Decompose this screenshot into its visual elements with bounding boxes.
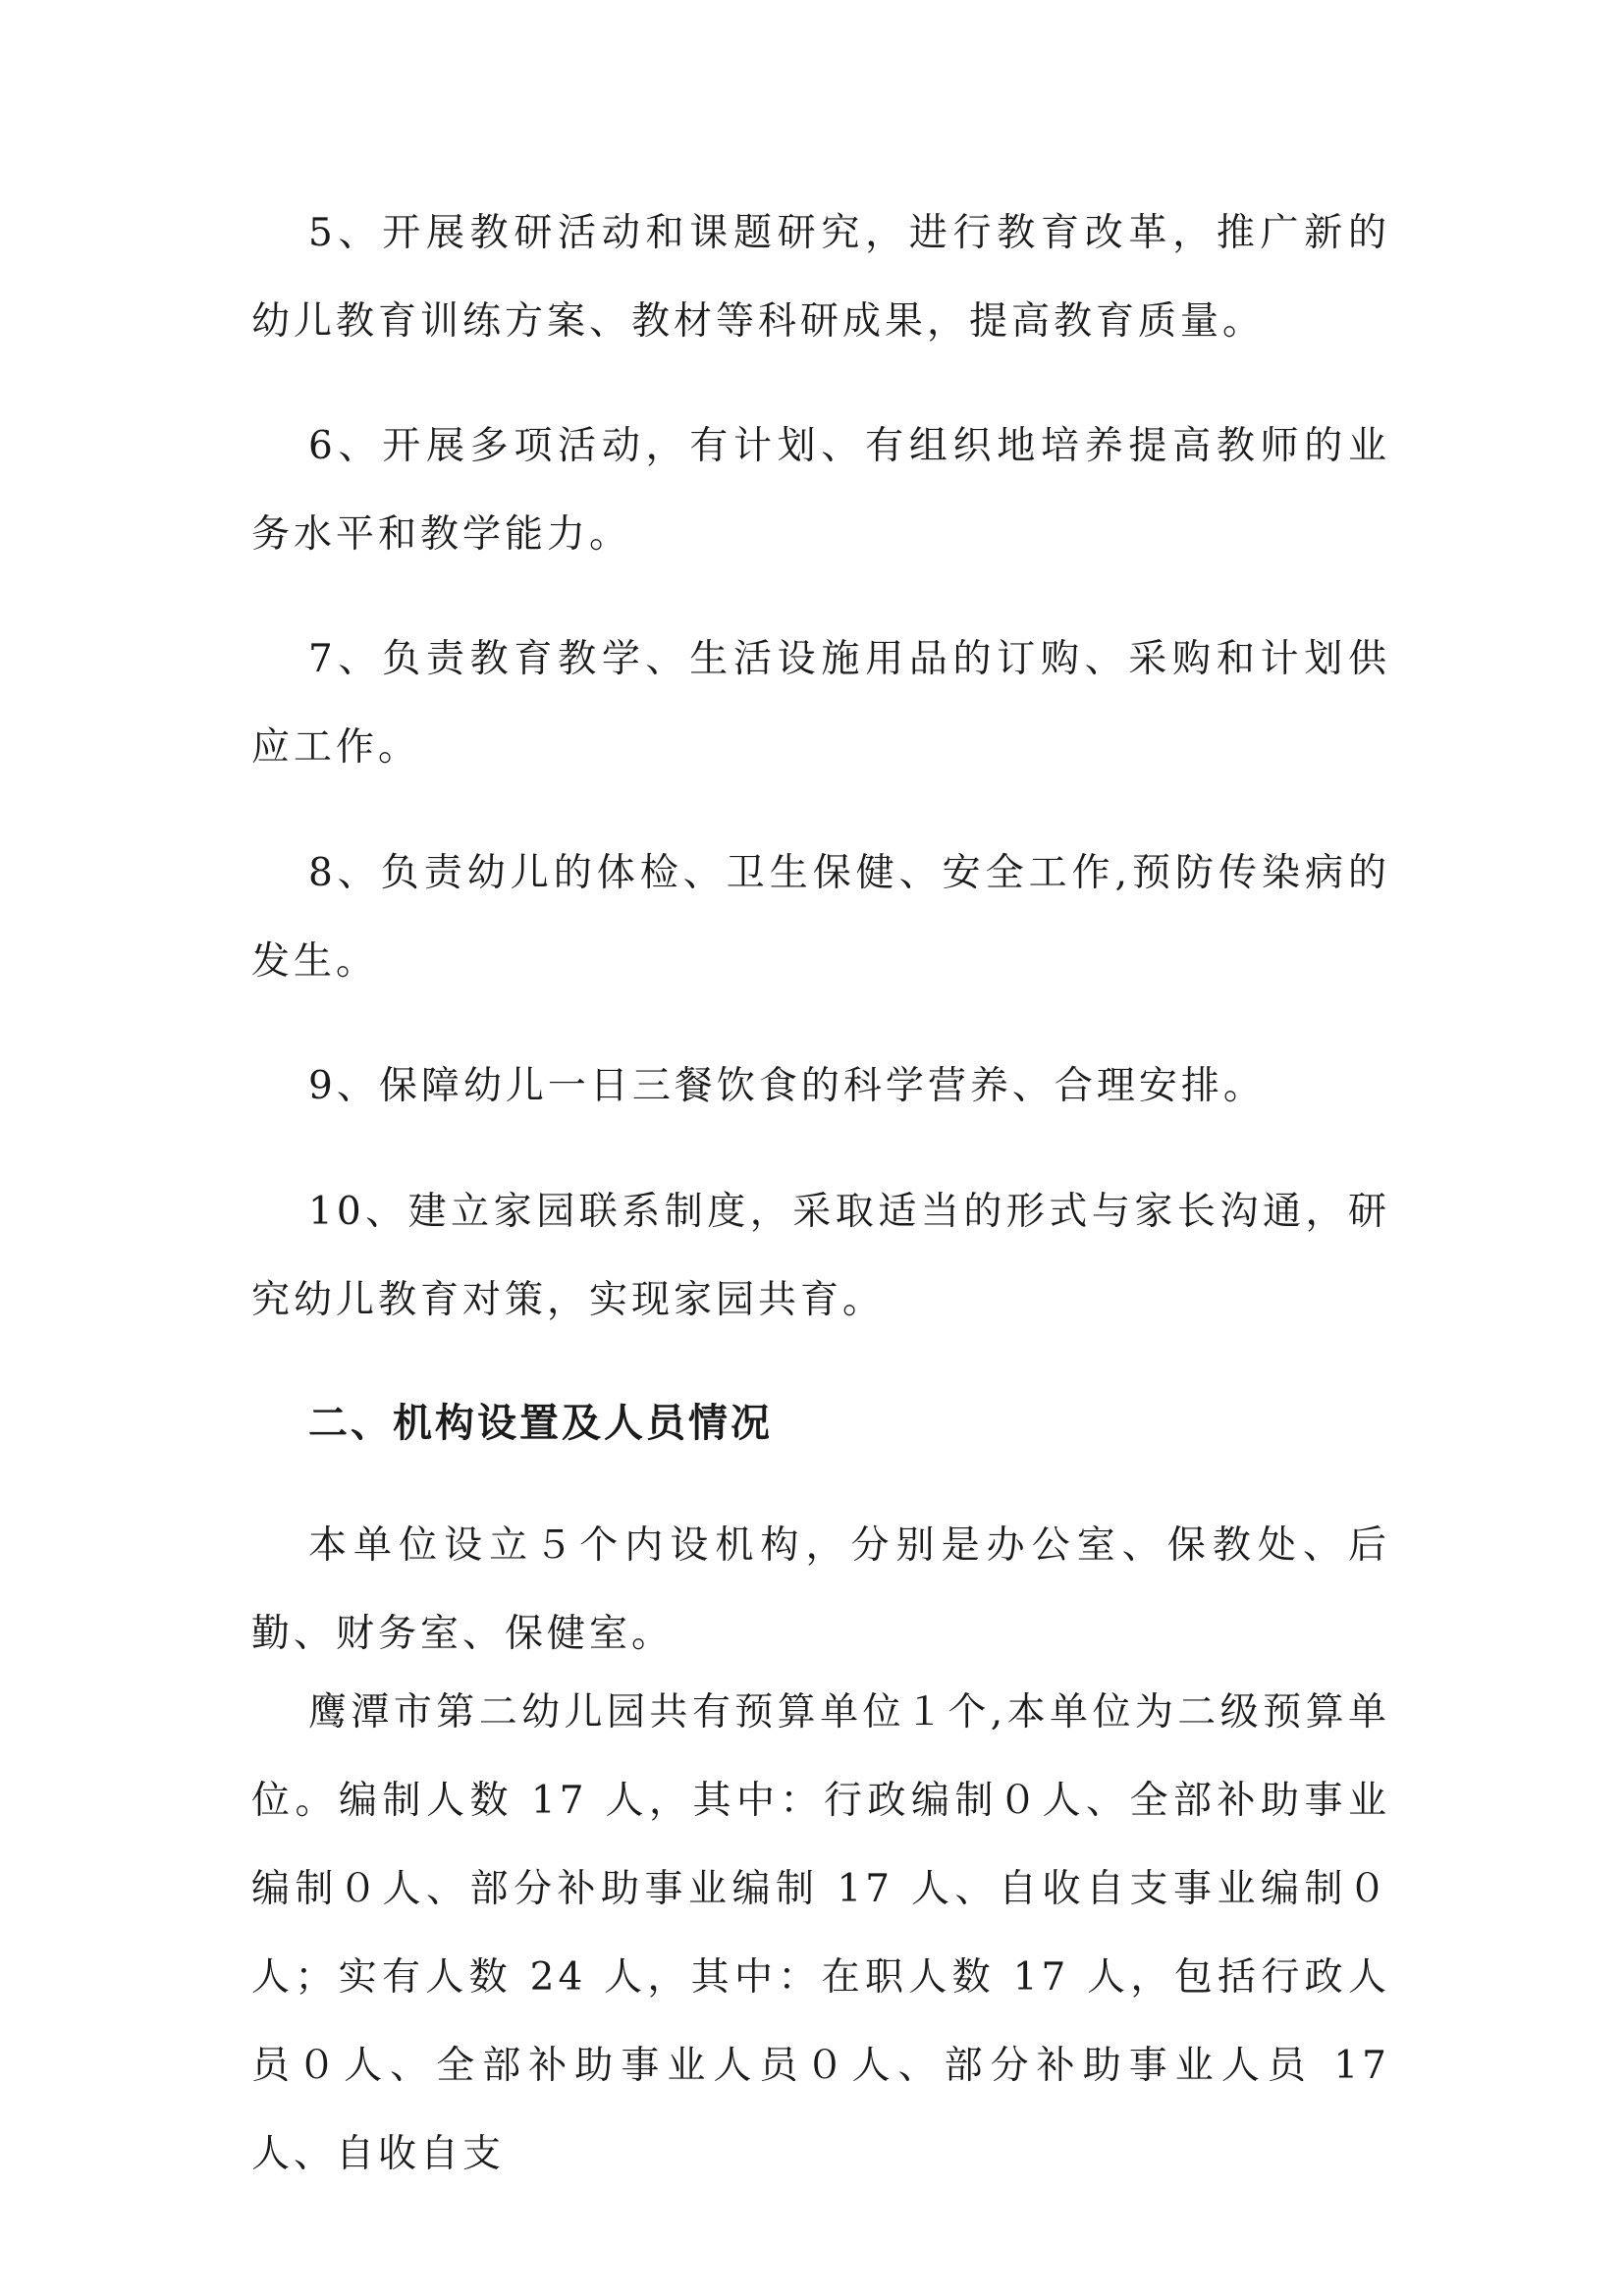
list-item-9: 9、保障幼儿一日三餐饮食的科学营养、合理安排。 [308,1064,1266,1108]
list-item-7: 7、负责教育教学、生活设施用品的订购、采购和计划供应工作。 [251,637,1390,770]
list-item-6: 6、开展多项活动，有计划、有组织地培养提高教师的业务水平和教学能力。 [251,424,1390,557]
paragraph-departments: 本单位设立５个内设机构，分别是办公室、保教处、后勤、财务室、保健室。 [251,1523,1390,1656]
section-heading: 二、机构设置及人员情况 [308,1401,773,1446]
list-item-5: 5、开展教研活动和课题研究，进行教育改革，推广新的幼儿教育训练方案、教材等科研成果，提高教育质量。 [251,211,1390,344]
list-item-8: 8、负责幼儿的体检、卫生保健、安全工作,预防传染病的发生。 [251,851,1390,984]
list-item-10: 10、建立家园联系制度，采取适当的形式与家长沟通，研究幼儿教育对策，实现家园共育。 [251,1190,1390,1322]
paragraph-staffing: 鹰潭市第二幼儿园共有预算单位１个,本单位为二级预算单位。编制人数 17 人，其中：行政编制０人、全部补助事业编制０人、部分补助事业编制 17 人、自收自支事业编制０人；实有人数 24 人，其中：在职人数 17 人，包括行政人员０人、全部补助事业人员０人、部分补助事业人员 17 人、自收自支 [251,1690,1390,2176]
